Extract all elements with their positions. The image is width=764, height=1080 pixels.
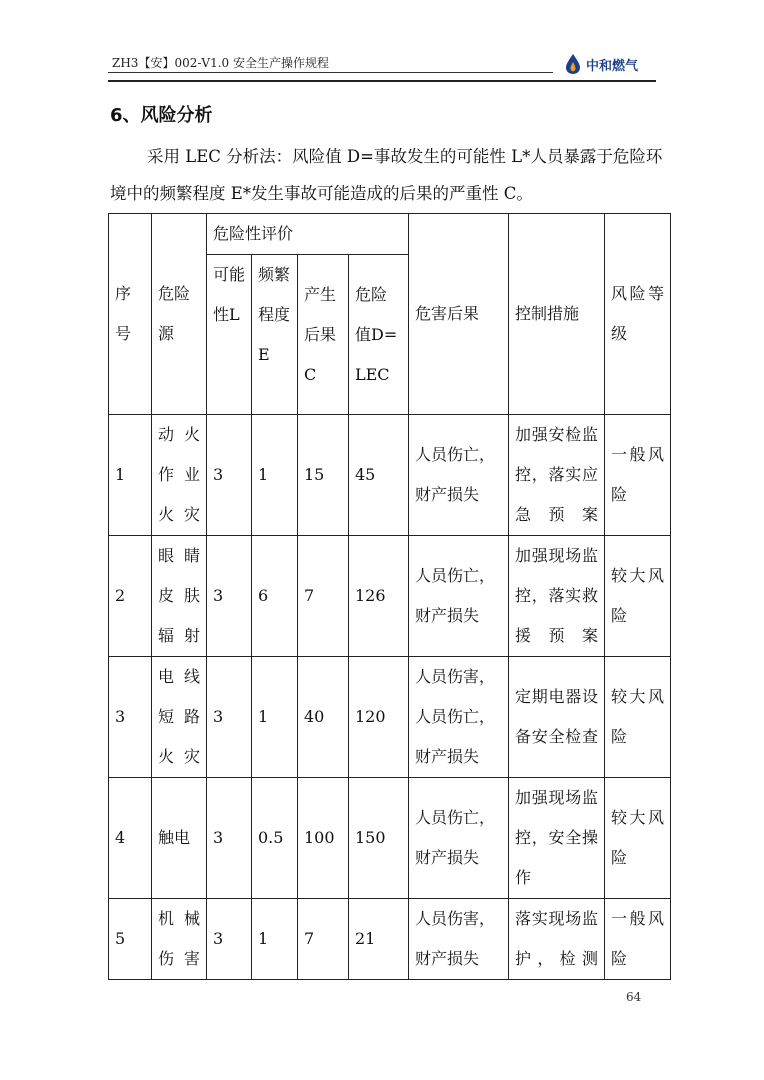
row-E: 0.5 xyxy=(252,778,298,899)
row-C: 7 xyxy=(298,536,349,657)
header-consequence: 危害后果 xyxy=(409,214,509,415)
table-row xyxy=(109,657,671,778)
header-hazard: 危险源 xyxy=(152,214,207,415)
header-level: 风险等级 xyxy=(605,214,671,415)
header-rule-thin xyxy=(108,72,553,73)
row-seq: 4 xyxy=(109,778,152,899)
row-consequence: 人员伤亡，财产损失 xyxy=(409,778,509,899)
logo-text: 中和燃气 xyxy=(586,58,639,74)
header-rule-thick xyxy=(108,80,656,82)
row-seq: 1 xyxy=(109,415,152,536)
row-E: 6 xyxy=(252,536,298,657)
row-consequence: 人员伤害，财产损失 xyxy=(409,899,509,980)
row-C: 100 xyxy=(298,778,349,899)
risk-analysis-table xyxy=(108,213,671,980)
header-L: 可能性L xyxy=(207,255,252,415)
row-control: 加强现场监控，落实救援预案 xyxy=(509,536,605,657)
row-consequence: 人员伤亡，财产损失 xyxy=(409,415,509,536)
row-L: 3 xyxy=(207,536,252,657)
header-evaluation: 危险性评价 xyxy=(207,214,409,255)
row-D: 150 xyxy=(349,778,409,899)
logo-flame-icon xyxy=(564,53,582,75)
row-D: 126 xyxy=(349,536,409,657)
row-E: 1 xyxy=(252,899,298,980)
table-row xyxy=(109,899,671,980)
row-L: 3 xyxy=(207,778,252,899)
row-E: 1 xyxy=(252,657,298,778)
row-seq: 5 xyxy=(109,899,152,980)
header-control: 控制措施 xyxy=(509,214,605,415)
header-D: 危险值D=LEC xyxy=(349,255,409,415)
method-paragraph: 采用 LEC 分析法：风险值 D=事故发生的可能性 L*人员暴露于危险环境中的频繁程度 E*发生事故可能造成的后果的严重性 C。 xyxy=(110,147,663,203)
row-hazard: 机械伤害 xyxy=(152,899,207,980)
row-seq: 3 xyxy=(109,657,152,778)
company-logo xyxy=(564,50,664,78)
row-level: 较大风险 xyxy=(605,657,671,778)
row-level: 一般风险 xyxy=(605,415,671,536)
row-seq: 2 xyxy=(109,536,152,657)
header-seq: 序号 xyxy=(109,214,152,415)
row-D: 120 xyxy=(349,657,409,778)
row-consequence: 人员伤害，人员伤亡，财产损失 xyxy=(409,657,509,778)
row-hazard: 眼睛皮肤辐射 xyxy=(152,536,207,657)
header-C: 产生后果C xyxy=(298,255,349,415)
row-control: 加强安检监控，落实应急预案 xyxy=(509,415,605,536)
row-hazard: 动火作业火灾 xyxy=(152,415,207,536)
row-control: 定期电器设备安全检查 xyxy=(509,657,605,778)
row-hazard: 电线短路火灾 xyxy=(152,657,207,778)
row-L: 3 xyxy=(207,415,252,536)
row-level: 较大风险 xyxy=(605,536,671,657)
row-hazard: 触电 xyxy=(152,778,207,899)
row-C: 15 xyxy=(298,415,349,536)
row-level: 较大风险 xyxy=(605,778,671,899)
row-L: 3 xyxy=(207,899,252,980)
page-header xyxy=(108,50,656,80)
row-D: 21 xyxy=(349,899,409,980)
page-number: 64 xyxy=(626,990,642,1004)
section-title: 6、风险分析 xyxy=(110,105,213,126)
row-control: 加强现场监控，安全操作 xyxy=(509,778,605,899)
row-E: 1 xyxy=(252,415,298,536)
table-row xyxy=(109,415,671,536)
row-C: 7 xyxy=(298,899,349,980)
table-header-row xyxy=(109,214,671,255)
row-L: 3 xyxy=(207,657,252,778)
table-row xyxy=(109,778,671,899)
row-C: 40 xyxy=(298,657,349,778)
table-row xyxy=(109,536,671,657)
document-code: ZH3【安】002-V1.0 安全生产操作规程 xyxy=(112,56,329,70)
row-level: 一般风险 xyxy=(605,899,671,980)
row-control: 落实现场监护，检测 xyxy=(509,899,605,980)
row-consequence: 人员伤亡，财产损失 xyxy=(409,536,509,657)
header-E: 频繁程度E xyxy=(252,255,298,415)
row-D: 45 xyxy=(349,415,409,536)
